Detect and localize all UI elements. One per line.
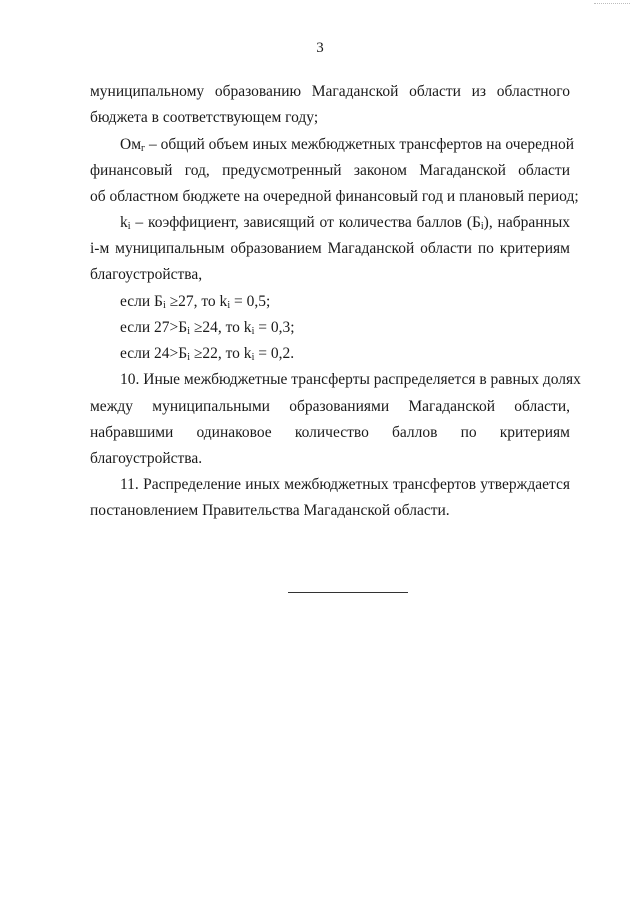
paragraph-3-line-3: благоустройства, <box>90 266 203 283</box>
paragraph-2-line-2: финансовый год, предусмотренный законом Магаданской области <box>90 162 570 179</box>
paragraph-10-line-3: набравшими одинаковое количество баллов по критериям <box>90 424 570 441</box>
paragraph-2-line-1-text: – общий объем иных межбюджетных трансфертов на очередной <box>145 136 575 153</box>
paragraph-11-line-1: 11. Распределение иных межбюджетных трансфертов утверждается <box>120 476 570 493</box>
condition-text: = 0,5; <box>230 293 271 310</box>
scan-corner-mark <box>594 0 630 4</box>
condition-b-subscript: i <box>162 300 166 311</box>
condition-line <box>120 318 570 342</box>
closing-divider <box>288 592 408 593</box>
paragraph-3-line-2: i-м муниципальным образованием Магаданской области по критериям <box>90 240 570 257</box>
symbol-k: k <box>120 214 128 231</box>
paragraph-10-line-1: 10. Иные межбюджетные трансферты распределяется в равных долях <box>120 371 581 388</box>
symbol-k-subscript: i <box>127 221 131 232</box>
condition-line <box>120 292 570 316</box>
page-number: 3 <box>316 40 324 56</box>
condition-b-subscript: i <box>187 326 190 337</box>
condition-text: ≥27, то k <box>165 293 228 310</box>
condition-text: = 0,2. <box>254 345 295 362</box>
paragraph-3-line-1 <box>120 213 570 237</box>
condition-text: если 24>Б <box>120 345 188 362</box>
condition-text: = 0,3; <box>254 319 295 336</box>
symbol-om-subscript: г <box>141 143 146 154</box>
condition-line <box>120 344 570 368</box>
paragraph-3-line-1-end: ), набранных <box>483 214 570 231</box>
paragraph-2-line-1 <box>120 135 575 159</box>
paragraph-2-line-3: об областном бюджете на очередной финансовый год и плановый период; <box>90 188 579 205</box>
condition-text: ≥24, то k <box>189 319 252 336</box>
condition-text: если 27>Б <box>120 319 188 336</box>
symbol-om: Ом <box>120 136 142 153</box>
condition-k-subscript: i <box>251 326 255 337</box>
paragraph-10-line-2: между муниципальными образованиями Магаданской области, <box>90 398 570 415</box>
paragraph-3-line-1-text: – коэффициент, зависящий от количества баллов (Б <box>130 214 481 231</box>
paragraph-10-line-4: благоустройства. <box>90 450 203 467</box>
condition-k-subscript: i <box>227 300 231 311</box>
symbol-b-subscript: i <box>480 221 484 232</box>
paragraph-11-line-2: постановлением Правительства Магаданской области. <box>90 502 450 519</box>
condition-text: ≥22, то k <box>189 345 252 362</box>
condition-text: если Б <box>120 293 163 310</box>
paragraph-1-line-1: муниципальному образованию Магаданской области из областного <box>90 83 570 100</box>
paragraph-1-line-2: бюджета в соответствующем году; <box>90 109 319 126</box>
condition-k-subscript: i <box>251 352 255 363</box>
condition-b-subscript: i <box>187 352 190 363</box>
